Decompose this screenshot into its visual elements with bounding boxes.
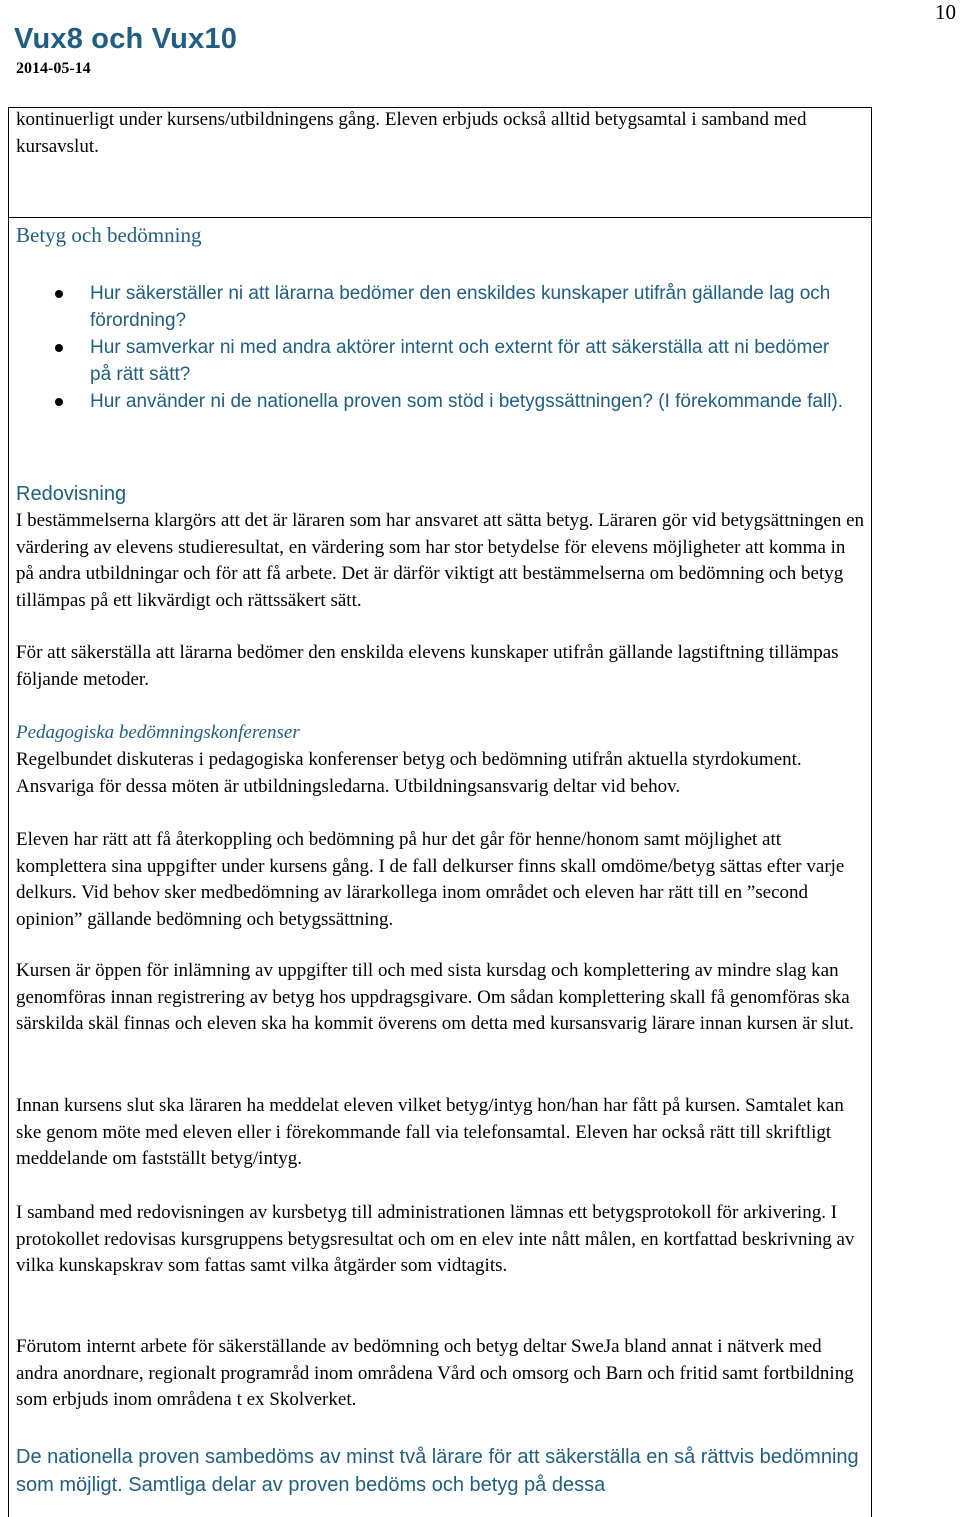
redovisning-paragraph: För att säkerställa att lärarna bedömer den enskilda elevens kunskaper utifrån gällande lagstiftning tillämpas följande metoder. <box>16 642 839 690</box>
bullet-icon <box>55 398 63 406</box>
body-paragraph: Förutom internt arbete för säkerställande av bedömning och betyg deltar SweJa bland annat i nätverk med andra anordnare, regionalt programråd inom områdena Vård och omsorg och Barn och fritid samt fortbildning som erbjuds inom områdena t ex Skolverket. <box>16 1336 854 1410</box>
pedagogiska-paragraph: Kursen är öppen för inlämning av uppgifter till och med sista kursdag och komplettering av mindre slag kan genomföras innan registrering av betyg hos uppdragsgivare. Om sådan komplettering skall få genomföras ska särskilda skäl finnas och eleven ska ha kommit överens om detta med kursansvarig lärare innan kursen är slut. <box>16 960 854 1034</box>
list-item-text: Hur samverkar ni med andra aktörer internt och externt för att säkerställa att ni bedömer på rätt sätt? <box>90 337 830 385</box>
pedagogiska-paragraph: Eleven har rätt att få återkoppling och bedömning på hur det går för henne/honom samt möjlighet att komplettera sina uppgifter under kursens gång. I de fall delkurser finns skall omdöme/betyg sättas efter varje delkurs. Vid behov sker medbedömning av lärarkollega inom området och eleven har rätt till en ”second opinion” gällande bedömning och betygssättning. <box>16 829 845 930</box>
body-paragraph: Innan kursens slut ska läraren ha meddelat eleven vilket betyg/intyg hon/han har fått på kursen. Samtalet kan ske genom möte med eleven eller i förekommande fall via telefonsamtal. Eleven har också rätt till skriftligt meddelande om fastställt betyg/intyg. <box>16 1095 844 1169</box>
redovisning-paragraph: I bestämmelserna klargörs att det är läraren som har ansvaret att sätta betyg. Läraren gör vid betygsättningen en värdering av elevens studieresultat, en värdering som har stor betydelse för elevens möjligheter att komma in på andra utbildningar och för att få arbete. Det är därför viktigt att bestämmelserna om bedömning och betyg tillämpas på ett likvärdigt och rättssäkert sätt. <box>16 510 864 611</box>
section-heading: Betyg och bedömning <box>16 223 202 247</box>
bullet-icon <box>55 344 63 352</box>
intro-paragraph: kontinuerligt under kursens/utbildningens gång. Eleven erbjuds också alltid betygsamtal i samband med kursavslut. <box>16 109 807 157</box>
body-paragraph: De nationella proven sambedöms av minst två lärare för att säkerställa en så rättvis bedömning som möjligt. Samtliga delar av proven bedöms och betyg på dessa <box>16 1446 859 1496</box>
page-number: 10 <box>935 0 956 24</box>
pedagogiska-paragraph: Regelbundet diskuteras i pedagogiska konferenser betyg och bedömning utifrån aktuella styrdokument. Ansvariga för dessa möten är utbildningsledarna. Utbildningsansvarig deltar vid behov. <box>16 749 802 797</box>
pedagogiska-heading: Pedagogiska bedömningskonferenser <box>16 722 300 743</box>
list-item-text: Hur använder ni de nationella proven som stöd i betygssättningen? (I förekommande fall). <box>90 391 844 412</box>
bullet-icon <box>55 290 63 298</box>
list-item-text: Hur säkerställer ni att lärarna bedömer den enskildes kunskaper utifrån gällande lag och förordning? <box>90 283 831 331</box>
redovisning-heading: Redovisning <box>16 483 127 505</box>
question-list <box>52 280 852 415</box>
list-item <box>52 388 852 415</box>
list-item <box>52 334 852 388</box>
document-title: Vux8 och Vux10 <box>14 23 238 55</box>
document-date: 2014-05-14 <box>16 60 91 77</box>
list-item <box>52 280 852 334</box>
body-paragraph: I samband med redovisningen av kursbetyg till administrationen lämnas ett betygsprotokoll för arkivering. I protokollet redovisas kursgruppens betygsresultat och om en elev inte nått målen, en kortfattad beskrivning av vilka kunskapskrav som fattas samt vilka åtgärder som vidtagits. <box>16 1202 855 1276</box>
